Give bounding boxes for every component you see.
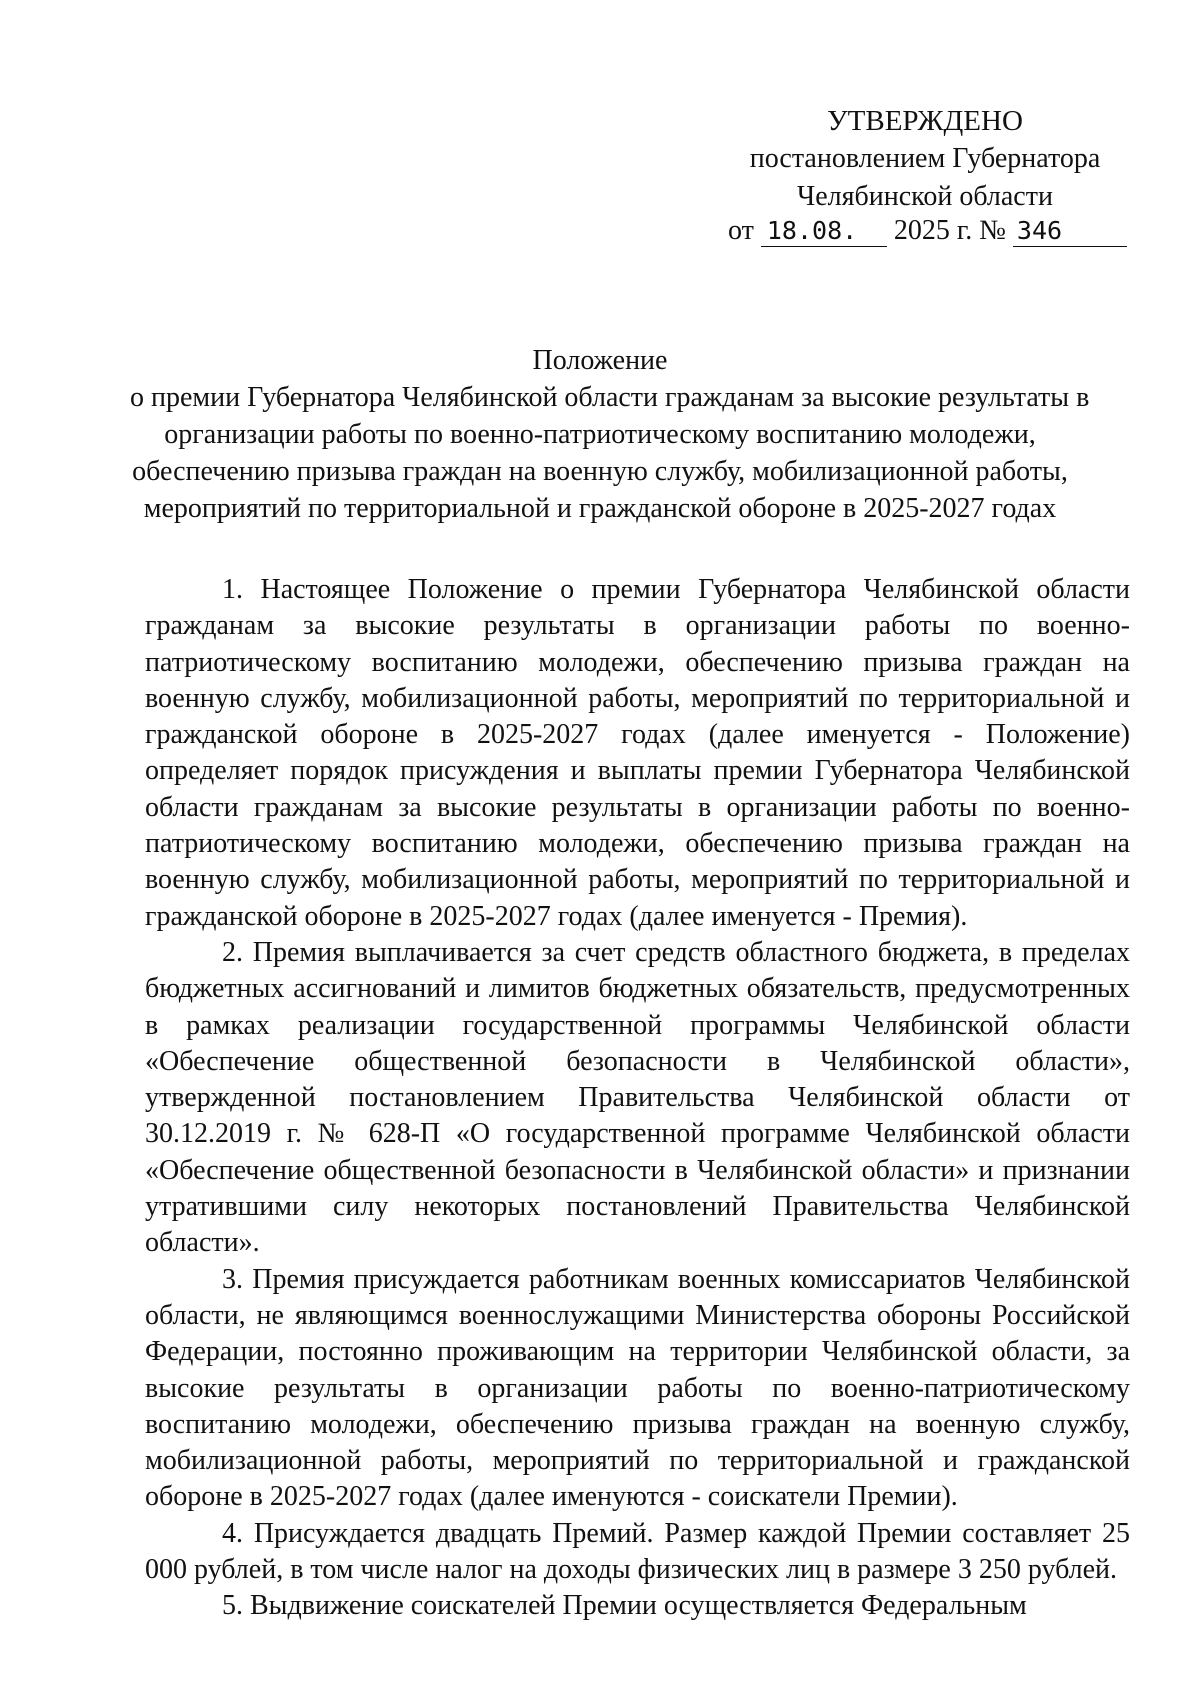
approval-date: 18.08. <box>761 216 887 247</box>
approval-stamp <box>720 102 1130 216</box>
document-subtitle-line: о премии Губернатора Челябинской области гражданам за высокие результаты в <box>130 382 1090 413</box>
approval-title: УТВЕРЖДЕНО <box>827 105 1023 137</box>
document-subtitle-line: мероприятий по территориальной и гражданской обороне в 2025-2027 годах <box>143 493 1057 524</box>
from-label: от <box>728 215 754 246</box>
document-subtitle-line: обеспечению призыва граждан на военную службу, мобилизационной работы, <box>132 456 1068 487</box>
approval-line-1: постановлением Губернатора <box>749 143 1101 174</box>
paragraph-3: 3. Премия присуждается работникам военных комиссариатов Челябинской области, не являющимся военнослужащими Министерства обороны Российской Федерации, постоянно проживающим на территории Челябинской области, за высокие результаты в организации работы по военно-патриотическому воспитанию молодежи, обеспечению призыва граждан на военную службу, мобилизационной работы, мероприятий по территориальной и гражданской обороне в 2025-2027 годах (далее именуются - соискатели Премии). <box>145 1263 1130 1513</box>
paragraph-1: 1. Настоящее Положение о премии Губернатора Челябинской области гражданам за высокие результаты в организации работы по военно-патриотическому воспитанию молодежи, обеспечению призыва граждан на военную службу, мобилизационной работы, мероприятий по территориальной и гражданской обороне в 2025-2027 годах (далее именуется - Положение) определяет порядок присуждения и выплаты премии Губернатора Челябинской области гражданам за высокие результаты в организации работы по военно-патриотическому воспитанию молодежи, обеспечению призыва граждан на военную службу, мобилизационной работы, мероприятий по территориальной и гражданской обороне в 2025-2027 годах (далее именуется - Премия). <box>145 574 1130 932</box>
document-title-block <box>130 342 1090 527</box>
paragraph-5: 5. Выдвижение соискателей Премии осуществляется Федеральным <box>222 1590 1027 1622</box>
paragraph-4: 4. Присуждается двадцать Премий. Размер каждой Премии составляет 25 000 рублей, в том числе налог на доходы физических лиц в размере 3 250 рублей. <box>145 1517 1130 1586</box>
document-body <box>145 572 1130 1625</box>
approval-date-number <box>728 212 1127 250</box>
document-subtitle-line: организации работы по военно-патриотическому воспитанию молодежи, <box>164 419 1036 450</box>
approval-line-2: Челябинской области <box>797 181 1053 212</box>
paragraph-2: 2. Премия выплачивается за счет средств областного бюджета, в пределах бюджетных ассигнований и лимитов бюджетных обязательств, предусмотренных в рамках реализации государственной программы Челябинской области «Обеспечение общественной безопасности в Челябинской области», утвержденной постановлением Правительства Челябинской области от 30.12.2019 г. № 628-П «О государственной программе Челябинской области «Обеспечение общественной безопасности в Челябинской области» и признании утратившими силу некоторых постановлений Правительства Челябинской области». <box>145 936 1130 1259</box>
approval-year-label: 2025 г. № <box>893 215 1006 246</box>
approval-number: 346 <box>1013 216 1127 247</box>
document-heading: Положение <box>532 345 668 376</box>
